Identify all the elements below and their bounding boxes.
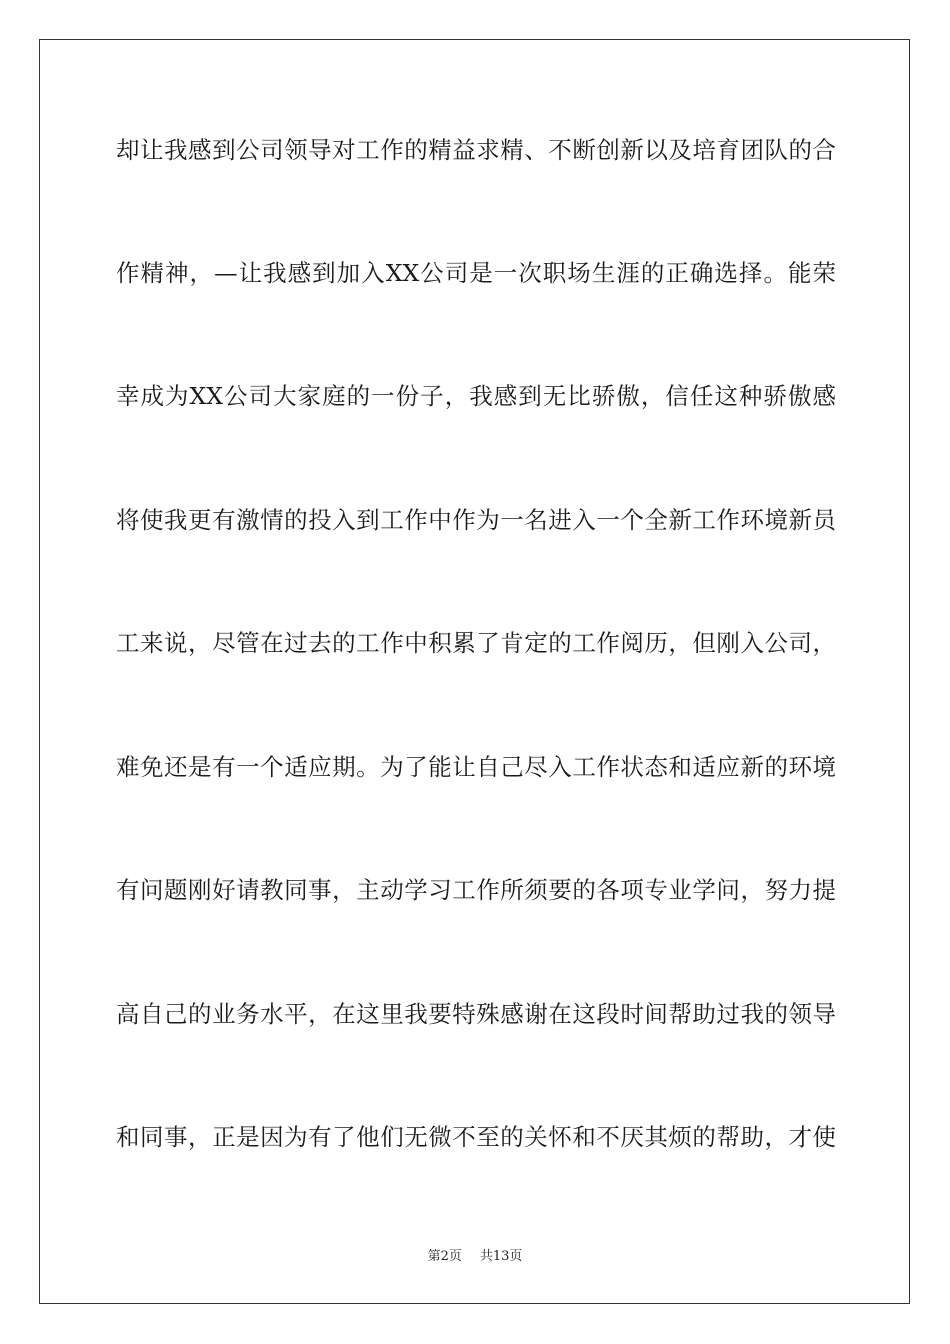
body-text-line-7: 有问题刚好请教同事，主动学习工作所须要的各项专业学问，努力提	[116, 876, 836, 904]
body-text-line-1: 却让我感到公司领导对工作的精益求精、不断创新以及培育团队的合	[116, 136, 836, 164]
body-text-line-8: 高自己的业务水平，在这里我要特殊感谢在这段时间帮助过我的领导	[116, 1000, 836, 1028]
page-border	[39, 39, 910, 1304]
body-text-line-3: 幸成为XX公司大家庭的一份子，我感到无比骄傲，信任这种骄傲感	[116, 382, 836, 410]
page-number-total: 共13页	[479, 1249, 523, 1264]
body-text-line-9: 和同事，正是因为有了他们无微不至的关怀和不厌其烦的帮助，才使	[116, 1123, 836, 1151]
page-number-current: 第2页	[427, 1249, 462, 1264]
body-text-line-6: 难免还是有一个适应期。为了能让自己尽入工作状态和适应新的环境	[116, 753, 836, 781]
body-text-line-4: 将使我更有激情的投入到工作中作为一名进入一个全新工作环境新员	[116, 506, 836, 534]
body-text-line-2: 作精神，—让我感到加入XX公司是一次职场生涯的正确选择。能荣	[116, 259, 836, 287]
page-footer	[0, 1248, 950, 1266]
body-text-line-5: 工来说，尽管在过去的工作中积累了肯定的工作阅历，但刚入公司，	[116, 629, 836, 657]
